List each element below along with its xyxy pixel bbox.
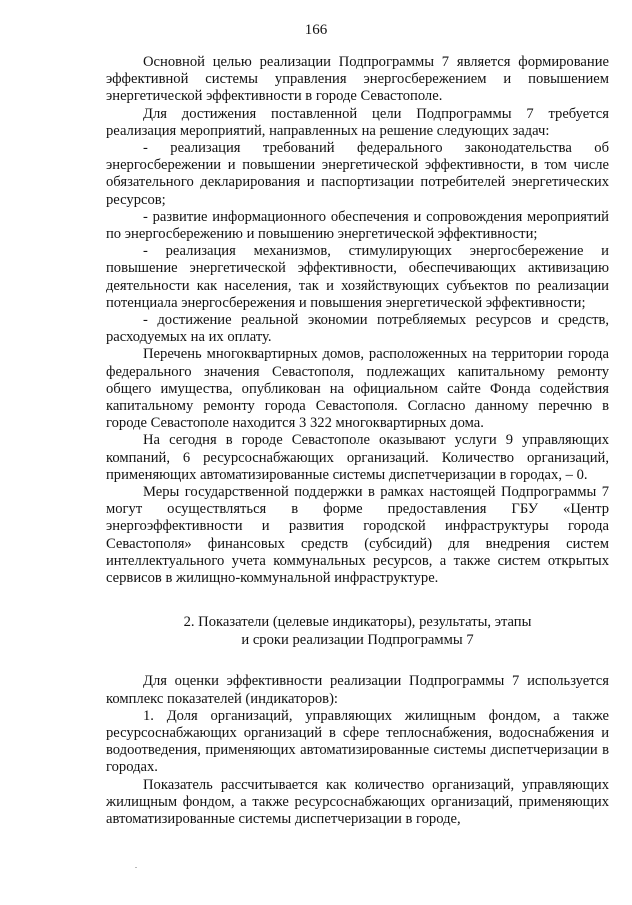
paragraph-indicator-calculation: Показатель рассчитывается как количество организаций, управляющих жилищным фондом, а также ресурсоснабжающих организаций, применяющих автоматизированные системы диспетчеризации в городе,	[106, 776, 609, 827]
list-item-task-1: - реализация требований федерального законодательства об энергосбережении и повышении энергетической эффективности, в том числе обязательного декларирования и паспортизации потребителей энергетических ресурсов;	[106, 140, 609, 208]
section-heading-line-2: и сроки реализации Подпрограммы 7	[241, 632, 474, 649]
list-item-indicator-1: 1. Доля организаций, управляющих жилищным фондом, а также ресурсоснабжающих организаций в сфере теплоснабжения, водоснабжения и водоотведения, применяющих автоматизированные системы диспетчеризации в городах.	[106, 707, 609, 776]
list-item-task-4: - достижение реальной экономии потребляемых ресурсов и средств, расходуемых на их оплату.	[106, 312, 609, 346]
paragraph-goal: Основной целью реализации Подпрограммы 7 является формирование эффективной системы управления энергосбережением и повышением энергетической эффективности в городе Севастополе.	[106, 54, 609, 105]
document-body	[106, 54, 609, 828]
paragraph-state-support: Меры государственной поддержки в рамках настоящей Подпрограммы 7 могут осуществляться в форме предоставления ГБУ «Центр энергоэффективности и развития городской инфраструктуры города Севастополя» финансовых средств (субсидий) для внедрения систем интеллектуального учета коммунальных ресурсов, а также систем открытых сервисов в жилищно-коммунальной инфраструктуре.	[106, 484, 609, 587]
section-heading-line-1: 2. Показатели (целевые индикаторы), результаты, этапы	[183, 614, 532, 631]
list-item-task-3: - реализация механизмов, стимулирующих энергосбережение и повышение энергетической эффективности, обеспечивающих активизацию деятельности как населения, так и хозяйствующих субъектов по реализации потенциала энергосбережения и повышения энергетической эффективности;	[106, 243, 609, 311]
section-heading	[106, 613, 609, 649]
list-item-task-2: - развитие информационного обеспечения и сопровождения мероприятий по энергосбережению и повышению энергетической эффективности;	[106, 208, 609, 243]
footer-mark: .	[135, 861, 137, 870]
paragraph-indicators-intro: Для оценки эффективности реализации Подпрограммы 7 используется комплекс показателей (индикаторов):	[106, 673, 609, 707]
page-number: 166	[304, 22, 328, 38]
paragraph-companies: На сегодня в городе Севастополе оказывают услуги 9 управляющих компаний, 6 ресурсоснабжающих организаций. Количество организаций, применяющих автоматизированные системы диспетчеризации в городах, – 0.	[106, 432, 609, 483]
paragraph-tasks-intro: Для достижения поставленной цели Подпрограммы 7 требуется реализация мероприятий, направленных на решение следующих задач:	[106, 105, 609, 139]
paragraph-housing-list: Перечень многоквартирных домов, расположенных на территории города федерального значения Севастополя, подлежащих капитальному ремонту общего имущества, опубликован на официальном сайте Фонда содействия капитальному ремонту города Севастополя. Согласно данному перечню в городе Севастополе находится 3 322 многоквартирных дома.	[106, 346, 609, 432]
